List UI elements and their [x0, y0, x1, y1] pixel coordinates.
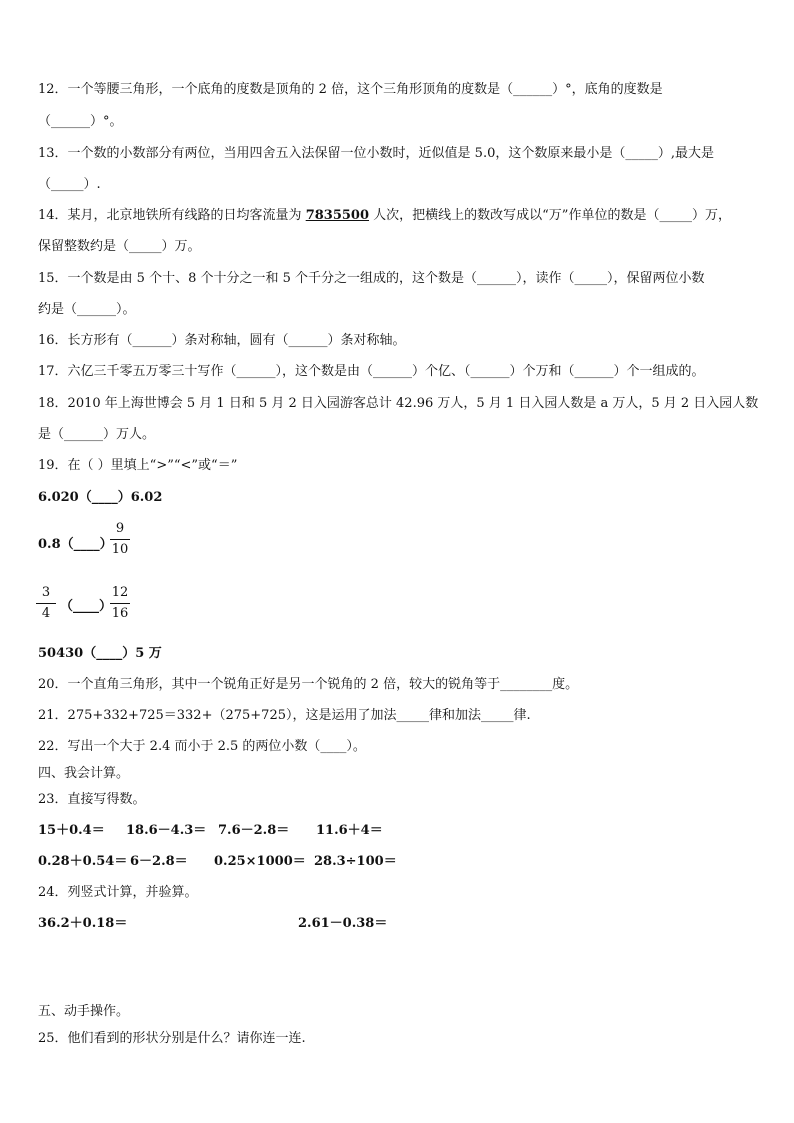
- fraction-denominator: 4: [41, 606, 51, 621]
- fraction-denominator: 16: [111, 606, 129, 621]
- section4-title: 四、我会计算。: [38, 766, 130, 781]
- q19-item2-fraction: [108, 521, 132, 558]
- q19-item3-right-fraction: [108, 585, 132, 622]
- q19-item3-left-fraction: [34, 585, 58, 622]
- q18-line2: 是（______）万人。: [38, 427, 156, 442]
- fraction-bar: [110, 539, 130, 540]
- q23-r1-c1: 15＋0.4＝: [38, 823, 105, 838]
- q23-r2-c4: 28.3÷100＝: [314, 854, 397, 869]
- q25-title: 25．他们看到的形状分别是什么？请你连一连.: [38, 1031, 306, 1046]
- q20-line1: 20．一个直角三角形，其中一个锐角正好是另一个锐角的 2 倍，较大的锐角等于________度。: [38, 677, 579, 692]
- fraction-numerator: 12: [111, 585, 129, 600]
- q18-line1: 18．2010 年上海世博会 5 月 1 日和 5 月 2 日入园游客总计 42.96 万人，5 月 1 日入园人数是 a 万人，5 月 2 日入园人数: [38, 396, 759, 411]
- q24-left: 36.2＋0.18＝: [38, 916, 128, 931]
- q23-row1: [38, 823, 383, 839]
- q14-line2: 保留整数约是（_____）万。: [38, 239, 201, 254]
- q19-title: 19．在（ ）里填上“>”“<”或“＝”: [38, 458, 238, 473]
- q19-item3-mid: （____）: [60, 599, 113, 614]
- q23-r1-c2: 18.6－4.3＝: [126, 823, 207, 838]
- q19-item1: 6.020（____）6.02: [38, 490, 163, 505]
- q23-r2-c2: 6－2.8＝: [130, 854, 188, 869]
- q13-line2: （_____）.: [38, 177, 101, 192]
- q19-item2-left: 0.8（____）: [38, 537, 113, 552]
- fraction-numerator: 3: [41, 585, 51, 600]
- q13-line1: 13．一个数的小数部分有两位，当用四舍五入法保留一位小数时，近似值是 5.0，这个数原来最小是（_____）,最大是: [38, 146, 714, 161]
- q19-item4: 50430（____）5 万: [38, 646, 162, 661]
- q14-text-b: 人次，把横线上的数改写成以“万”作单位的数是（_____）万，: [369, 208, 731, 223]
- q17-line1: 17．六亿三千零五万零三十写作（______），这个数是由（______）个亿、（______）个万和（______）个一组成的。: [38, 364, 705, 379]
- section5-title: 五、动手操作。: [38, 1004, 130, 1019]
- q24-title: 24．列竖式计算，并验算。: [38, 885, 198, 900]
- q14-text-a: 14．某月，北京地铁所有线路的日均客流量为: [38, 208, 306, 223]
- fraction-denominator: 10: [111, 542, 129, 557]
- q24-right: 2.61－0.38＝: [298, 916, 388, 931]
- q23-title: 23．直接写得数。: [38, 792, 146, 807]
- q16-line1: 16．长方形有（______）条对称轴，圆有（______）条对称轴。: [38, 333, 406, 348]
- q23-r1-c3: 7.6－2.8＝: [218, 823, 290, 838]
- q12-line1: 12．一个等腰三角形，一个底角的度数是顶角的 2 倍，这个三角形顶角的度数是（______）°，底角的度数是: [38, 82, 663, 97]
- q22-line1: 22．写出一个大于 2.4 而小于 2.5 的两位小数（____）。: [38, 739, 366, 754]
- q14-underlined-number: 7835500: [305, 208, 370, 223]
- q15-line1: 15．一个数是由 5 个十、8 个十分之一和 5 个千分之一组成的，这个数是（______），读作（_____），保留两位小数: [38, 271, 705, 286]
- q23-r2-c1: 0.28＋0.54＝: [38, 854, 128, 869]
- q15-line2: 约是（______）。: [38, 302, 136, 317]
- q23-r2-c3: 0.25×1000＝: [214, 854, 306, 869]
- q14-line1: [38, 208, 731, 224]
- fraction-bar: [36, 603, 56, 604]
- q23-r1-c4: 11.6＋4＝: [316, 823, 383, 838]
- q12-line2: （______）°。: [38, 114, 123, 129]
- q23-row2: [38, 854, 397, 870]
- q21-line1: 21．275+332+725＝332+（275+725），这是运用了加法_____律和加法_____律.: [38, 708, 531, 723]
- fraction-bar: [110, 603, 130, 604]
- fraction-numerator: 9: [115, 521, 125, 536]
